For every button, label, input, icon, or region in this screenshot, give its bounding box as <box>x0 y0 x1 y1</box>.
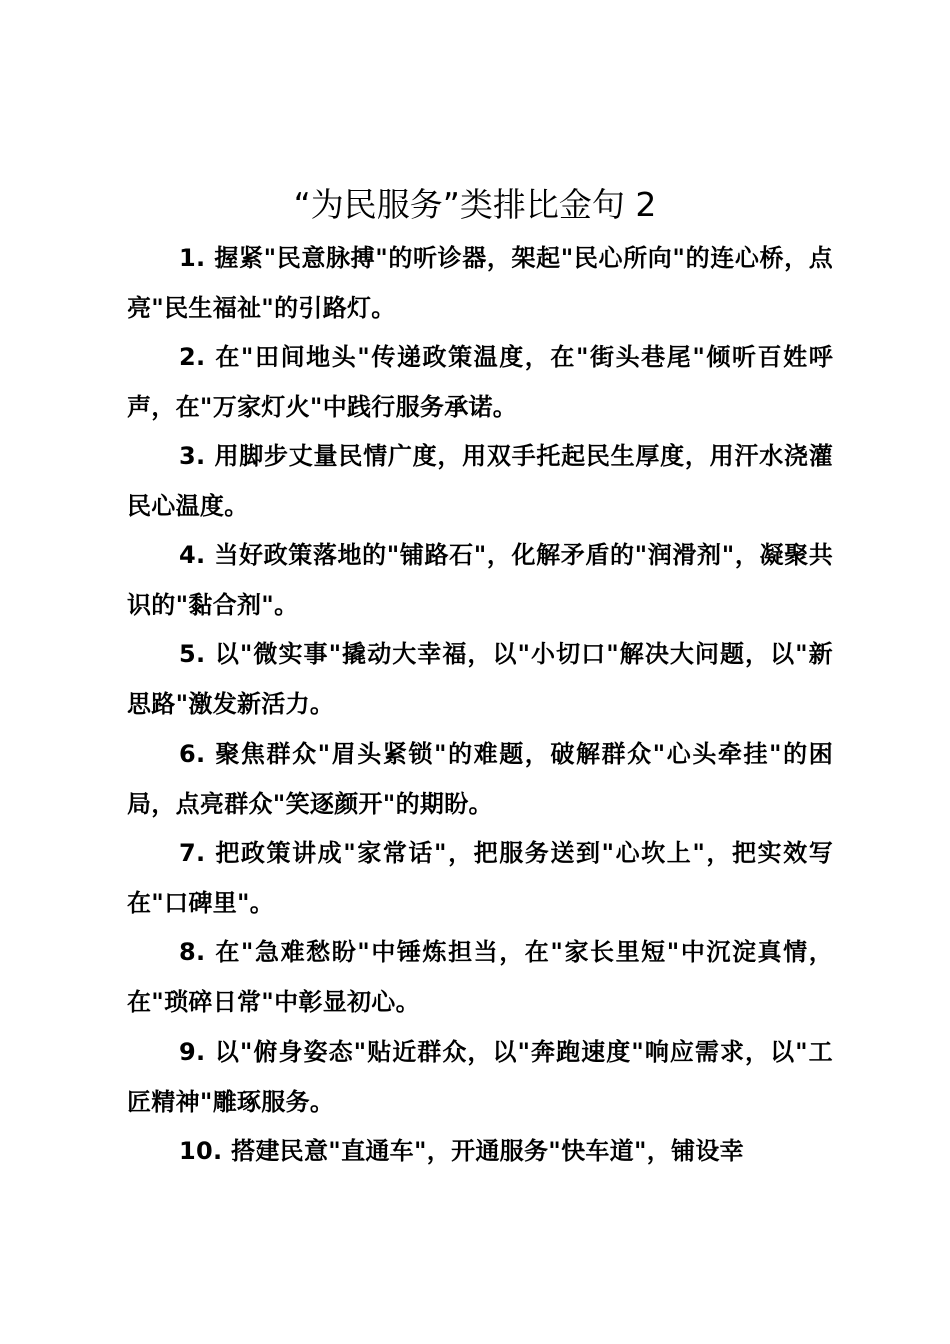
list-item <box>127 332 833 432</box>
list-item <box>127 530 833 630</box>
item-text: 1. 握紧"民意脉搏"的听诊器，架起"民心所向"的连心桥，点亮"民生福祉"的引路灯。 <box>127 244 833 322</box>
item-text: 3. 用脚步丈量民情广度，用双手托起民生厚度，用汗水浇灌民心温度。 <box>127 442 833 520</box>
page-title: “为民服务”类排比金句 2 <box>293 185 657 224</box>
list-item <box>127 233 833 333</box>
item-text: 2. 在"田间地头"传递政策温度，在"街头巷尾"倾听百姓呼声，在"万家灯火"中践行服务承诺。 <box>127 343 833 421</box>
item-text: 6. 聚焦群众"眉头紧锁"的难题，破解群众"心头牵挂"的困局，点亮群众"笑逐颜开"的期盼。 <box>127 740 833 818</box>
list-item <box>127 1126 833 1176</box>
item-text: 7. 把政策讲成"家常话"，把服务送到"心坎上"，把实效写在"口碑里"。 <box>127 839 833 917</box>
list-item <box>127 927 833 1027</box>
list-item <box>127 629 833 729</box>
item-text: 4. 当好政策落地的"铺路石"，化解矛盾的"润滑剂"，凝聚共识的"黏合剂"。 <box>127 541 833 619</box>
item-text: 10. 搭建民意"直通车"，开通服务"快车道"，铺设幸 <box>179 1137 744 1165</box>
list-item <box>127 729 833 829</box>
item-text: 9. 以"俯身姿态"贴近群众，以"奔跑速度"响应需求，以"工匠精神"雕琢服务。 <box>127 1038 833 1116</box>
list-item <box>127 828 833 928</box>
item-text: 5. 以"微实事"撬动大幸福，以"小切口"解决大问题，以"新思路"激发新活力。 <box>127 640 833 718</box>
list-item <box>127 431 833 531</box>
item-text: 8. 在"急难愁盼"中锤炼担当，在"家长里短"中沉淀真情，在"琐碎日常"中彰显初心。 <box>127 938 833 1016</box>
list-item <box>127 1027 833 1127</box>
